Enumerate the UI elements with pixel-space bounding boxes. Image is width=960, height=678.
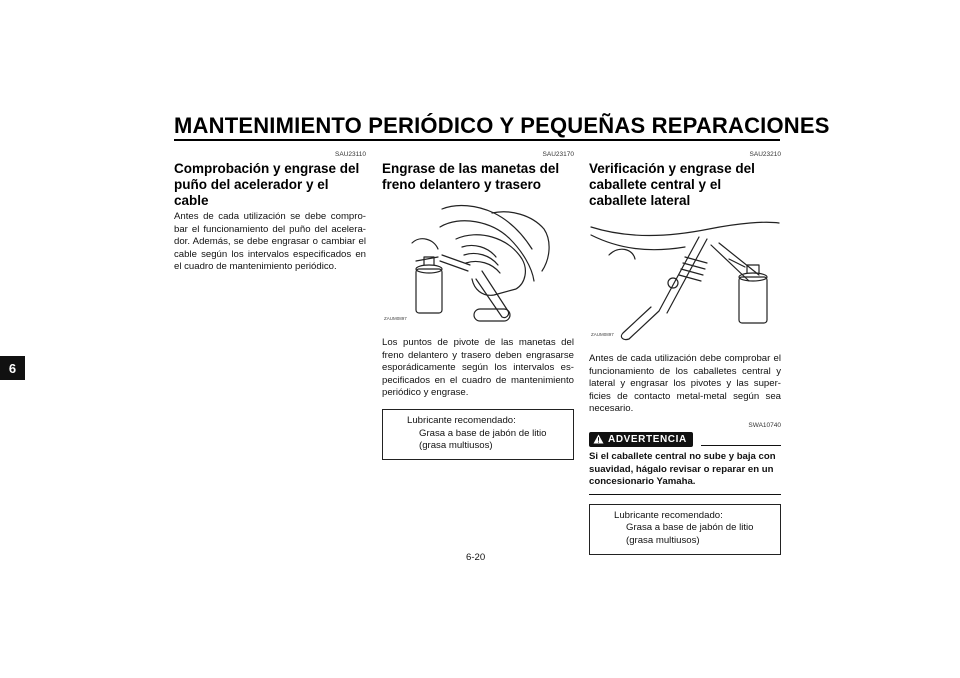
chapter-tab: 6 — [0, 356, 25, 380]
warning-text: Si el caballete central no sube y baja con suavidad, hágalo revisar o reparar en un concesionario Yamaha. — [589, 450, 776, 488]
lubricant-value: Grasa a base de jabón de litio (grasa multiusos) — [626, 522, 754, 546]
section-body: Antes de cada utilización se debe compro-bar el funcionamiento del puño del acelera-dor. Además, se debe engrasar o cambiar el cable según los intervalos especificados en el cuadro de mantenimiento periódico. — [174, 211, 366, 273]
warning-label: ADVERTENCIA — [608, 433, 687, 445]
title-rule — [174, 139, 780, 141]
grease-lever-image — [382, 199, 574, 327]
section-code: SAU23110 — [335, 151, 366, 158]
warning-triangle-icon — [593, 434, 604, 444]
stand-illustration — [589, 215, 781, 343]
warning-header — [589, 432, 781, 447]
section-heading: Engrase de las manetas del freno delantero y trasero — [382, 161, 560, 192]
section-body: Los puntos de pivote de las manetas del freno delantero y trasero deben engrasarse esporádicamente según los intervalos es-pecificados en el cuadro de mantenimiento periódico y engrase. — [382, 337, 574, 399]
lubricant-label: Lubricante recomendado: — [614, 509, 723, 521]
lubricant-label: Lubricante recomendado: — [407, 414, 516, 426]
lubricant-box — [382, 409, 574, 460]
warning-code: SWA10740 — [748, 421, 781, 429]
illustration-code: ZAUM0897 — [384, 316, 407, 321]
lubricant-value: Grasa a base de jabón de litio (grasa multiusos) — [419, 427, 547, 452]
section-code: SAU23170 — [542, 151, 574, 158]
warning-rule — [701, 445, 781, 446]
warning-badge — [589, 432, 693, 447]
section-brake-levers — [382, 151, 574, 460]
lubricant-box — [589, 504, 781, 555]
section-heading: Verificación y engrase del caballete central y el caballete lateral — [589, 161, 755, 208]
page-title: MANTENIMIENTO PERIÓDICO Y PEQUEÑAS REPARACIONES — [174, 113, 830, 138]
section-throttle-grip — [174, 151, 366, 274]
section-heading: Comprobación y engrase del puño del acelerador y el cable — [174, 161, 360, 208]
brake-lever-illustration — [382, 199, 574, 327]
section-body: Antes de cada utilización debe comprobar el funcionamiento de los caballetes central y lateral y engrasar los pivotes y las super-ficies de contacto metal-metal según sea necesario. — [589, 353, 781, 415]
section-stands — [589, 151, 781, 555]
warning-end-rule — [589, 494, 781, 495]
page-number: 6-20 — [466, 552, 486, 563]
illustration-code: ZAUM0897 — [591, 332, 614, 337]
stand-image — [589, 215, 781, 343]
section-code: SAU23210 — [749, 151, 781, 158]
